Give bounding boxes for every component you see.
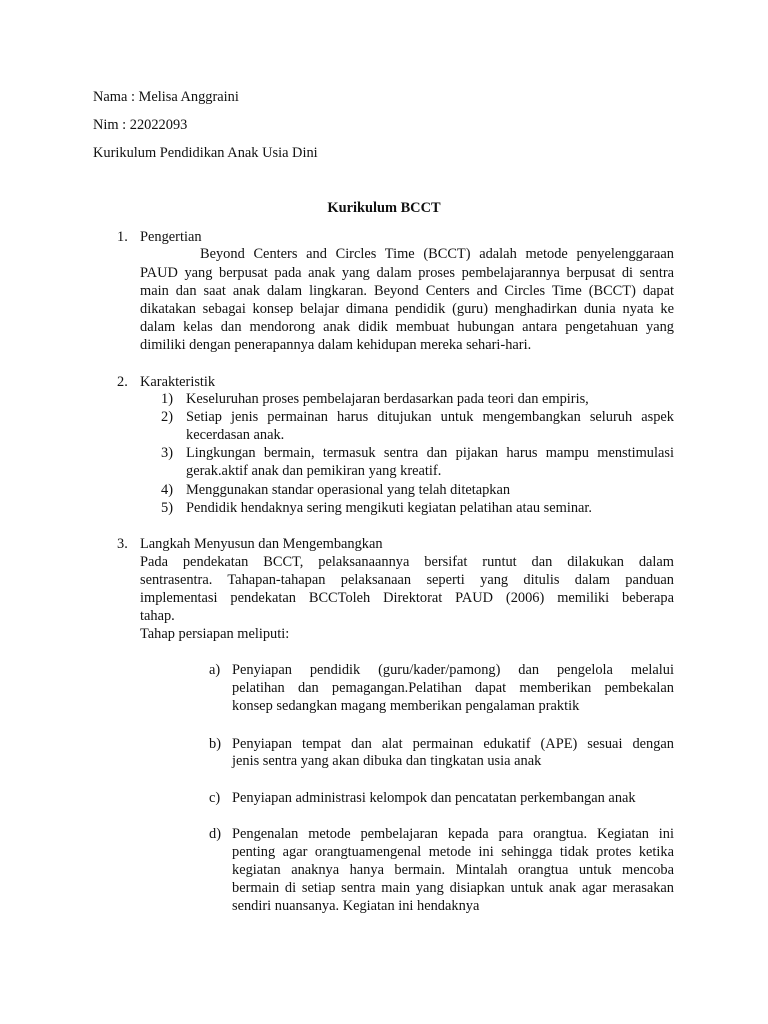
section-number: 1. — [117, 229, 128, 245]
paragraph-line: main dan saat anak dalam lingkaran. Beyond Centers and Circles Time (BCCT) dapat — [140, 283, 674, 299]
list-item-continuation: penting agar orangtuamengenal metode ini sehingga tidak protes ketika — [232, 844, 674, 860]
paragraph-line: tahap. — [140, 608, 175, 624]
section-heading-langkah: Langkah Menyusun dan Mengembangkan — [140, 536, 383, 552]
list-marker: 1) — [161, 391, 173, 407]
list-marker: d) — [209, 826, 221, 842]
list-item-continuation: pelatihan dan pemagangan.Pelatihan dapat memberikan pembekalan — [232, 680, 674, 696]
paragraph-line: dikatakan sebagai konsep belajar dimana pendidik (guru) menghadirkan dunia nyata ke — [140, 301, 674, 317]
list-marker: 4) — [161, 482, 173, 498]
paragraph-line: Pada pendekatan BCCT, pelaksanaannya bersifat runtut dan dilakukan dalam — [140, 554, 674, 570]
list-item-continuation: kegiatan anaknya hanya bermain. Mintalah orangtua untuk mencoba — [232, 862, 674, 878]
list-item: Menggunakan standar operasional yang telah ditetapkan — [186, 482, 511, 498]
list-item: Penyiapan administrasi kelompok dan pencatatan perkembangan anak — [232, 790, 636, 806]
list-item: Lingkungan bermain, termasuk sentra dan pijakan harus mampu menstimulasi — [186, 445, 674, 461]
list-item-continuation: sendiri nuansanya. Kegiatan ini hendaknya — [232, 898, 480, 914]
list-item-continuation: konsep sedangkan magang memberikan pengalaman praktik — [232, 698, 580, 714]
list-item-continuation: gerak.aktif anak dan pemikiran yang kreatif. — [186, 463, 442, 479]
list-item-continuation: bermain di setiap sentra main yang disiapkan untuk anak agar merasakan — [232, 880, 674, 896]
paragraph-line: dimiliki dengan penerapannya dalam kehidupan mereka sehari-hari. — [140, 337, 532, 353]
paragraph-line: PAUD yang berpusat pada anak yang dalam proses pembelajarannya berpusat di sentra — [140, 265, 674, 281]
list-marker: c) — [209, 790, 221, 806]
list-marker: a) — [209, 662, 221, 678]
list-marker: 2) — [161, 409, 173, 425]
paragraph-line: dalam kelas dan mendorong anak didik membuat hubungan antara pengetahuan yang — [140, 319, 674, 335]
list-item: Penyiapan tempat dan alat permainan edukatif (APE) sesuai dengan — [232, 736, 674, 752]
list-item: Pengenalan metode pembelajaran kepada para orangtua. Kegiatan ini — [232, 826, 674, 842]
paragraph-line: Beyond Centers and Circles Time (BCCT) adalah metode penyelenggaraan — [200, 246, 674, 262]
course-name: Kurikulum Pendidikan Anak Usia Dini — [93, 145, 318, 161]
student-nim: Nim : 22022093 — [93, 117, 188, 133]
section-heading-pengertian: Pengertian — [140, 229, 202, 245]
list-marker: 5) — [161, 500, 173, 516]
list-item: Penyiapan pendidik (guru/kader/pamong) dan pengelola melalui — [232, 662, 674, 678]
document-title: Kurikulum BCCT — [327, 200, 441, 216]
section-heading-karakteristik: Karakteristik — [140, 374, 216, 390]
paragraph-line: implementasi pendekatan BCCToleh Direktorat PAUD (2006) memiliki beberapa — [140, 590, 674, 606]
list-item: Pendidik hendaknya sering mengikuti kegiatan pelatihan atau seminar. — [186, 500, 593, 516]
list-item: Keseluruhan proses pembelajaran berdasarkan pada teori dan empiris, — [186, 391, 589, 407]
paragraph-line: sentrasentra. Tahapan-tahapan pelaksanaan seperti yang ditulis dalam panduan — [140, 572, 674, 588]
list-marker: b) — [209, 736, 221, 752]
prep-intro: Tahap persiapan meliputi: — [140, 626, 290, 642]
section-number: 2. — [117, 374, 128, 390]
list-item: Setiap jenis permainan harus ditujukan untuk mengembangkan seluruh aspek — [186, 409, 674, 425]
section-number: 3. — [117, 536, 128, 552]
list-marker: 3) — [161, 445, 173, 461]
list-item-continuation: kecerdasan anak. — [186, 427, 285, 443]
list-item-continuation: jenis sentra yang akan dibuka dan tingkatan usia anak — [232, 753, 542, 769]
student-name: Nama : Melisa Anggraini — [93, 89, 239, 105]
